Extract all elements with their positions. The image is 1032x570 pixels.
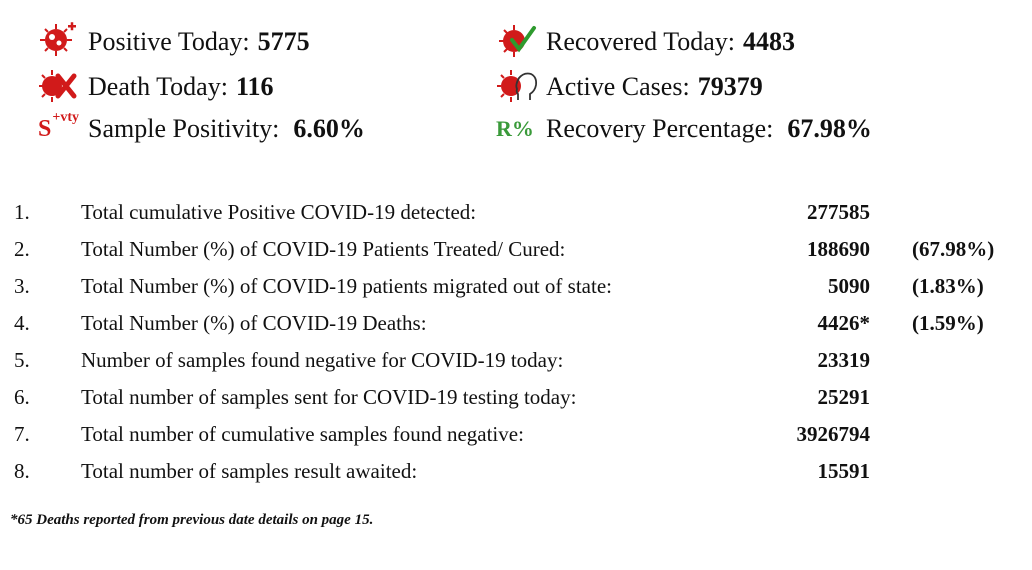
row-number: 1.	[14, 200, 30, 224]
row-number: 7.	[14, 422, 30, 446]
sample-positivity-icon	[38, 109, 88, 149]
active-cases-value: 79379	[697, 72, 763, 101]
summary-panel	[0, 0, 1032, 160]
row-value: 3926794	[796, 422, 870, 446]
sample-positivity-value: 6.60%	[293, 114, 365, 143]
footnote: *65 Deaths reported from previous date details on page 15.	[10, 512, 374, 528]
sample-positivity-icon-letter: S	[38, 116, 52, 142]
table-row	[0, 307, 1032, 343]
recovery-percentage-label: Recovery Percentage:	[546, 114, 774, 143]
recovered-today-value: 4483	[743, 27, 796, 56]
table-row	[0, 381, 1032, 417]
row-value: 23319	[817, 348, 870, 372]
row-number: 3.	[14, 274, 30, 298]
row-description: Number of samples found negative for COVID-19 today:	[81, 348, 564, 372]
active-cases-label: Active Cases:	[546, 72, 690, 101]
row-description: Total Number (%) of COVID-19 Patients Treated/ Cured:	[81, 237, 566, 261]
row-number: 6.	[14, 385, 30, 409]
table-row	[0, 344, 1032, 380]
sample-positivity-label: Sample Positivity:	[88, 114, 280, 143]
row-number: 4.	[14, 311, 30, 335]
row-description: Total number of cumulative samples found negative:	[81, 422, 524, 446]
death-today-stat	[38, 67, 274, 107]
row-percentage: (1.59%)	[912, 311, 984, 335]
row-description: Total number of samples sent for COVID-19 testing today:	[81, 385, 577, 409]
virus-plus-icon	[38, 22, 88, 62]
row-description: Total cumulative Positive COVID-19 detected:	[81, 200, 477, 224]
death-today-value: 116	[235, 72, 274, 101]
active-cases-stat	[496, 67, 763, 107]
table-row	[0, 233, 1032, 269]
recovery-percentage-icon	[496, 109, 546, 149]
row-value: 5090	[828, 274, 870, 298]
recovery-percentage-stat	[496, 109, 872, 149]
row-value: 277585	[807, 200, 870, 224]
row-number: 5.	[14, 348, 30, 372]
table-row	[0, 270, 1032, 306]
positive-today-stat	[38, 22, 310, 62]
positive-today-value: 5775	[257, 27, 310, 56]
row-number: 8.	[14, 459, 30, 483]
row-value: 15591	[817, 459, 870, 483]
recovered-today-label: Recovered Today:	[546, 27, 736, 56]
row-value: 188690	[807, 237, 870, 261]
table-row	[0, 196, 1032, 232]
table-row	[0, 455, 1032, 491]
row-description: Total number of samples result awaited:	[81, 459, 418, 483]
positive-today-label: Positive Today:	[88, 27, 250, 56]
row-description: Total Number (%) of COVID-19 patients migrated out of state:	[81, 274, 612, 298]
recovery-percentage-icon-text: R%	[496, 116, 534, 141]
recovered-today-stat	[496, 22, 795, 62]
sample-positivity-stat	[38, 109, 365, 149]
virus-cross-icon	[38, 67, 88, 107]
virus-head-icon	[496, 67, 546, 107]
row-value: 4426*	[817, 311, 870, 335]
row-value: 25291	[817, 385, 870, 409]
row-percentage: (1.83%)	[912, 274, 984, 298]
row-description: Total Number (%) of COVID-19 Deaths:	[81, 311, 427, 335]
row-percentage: (67.98%)	[912, 237, 995, 261]
row-number: 2.	[14, 237, 30, 261]
sample-positivity-icon-sup: +vty	[52, 110, 79, 125]
table-row	[0, 418, 1032, 454]
recovery-percentage-value: 67.98%	[787, 114, 872, 143]
virus-check-icon	[496, 22, 546, 62]
death-today-label: Death Today:	[88, 72, 228, 101]
